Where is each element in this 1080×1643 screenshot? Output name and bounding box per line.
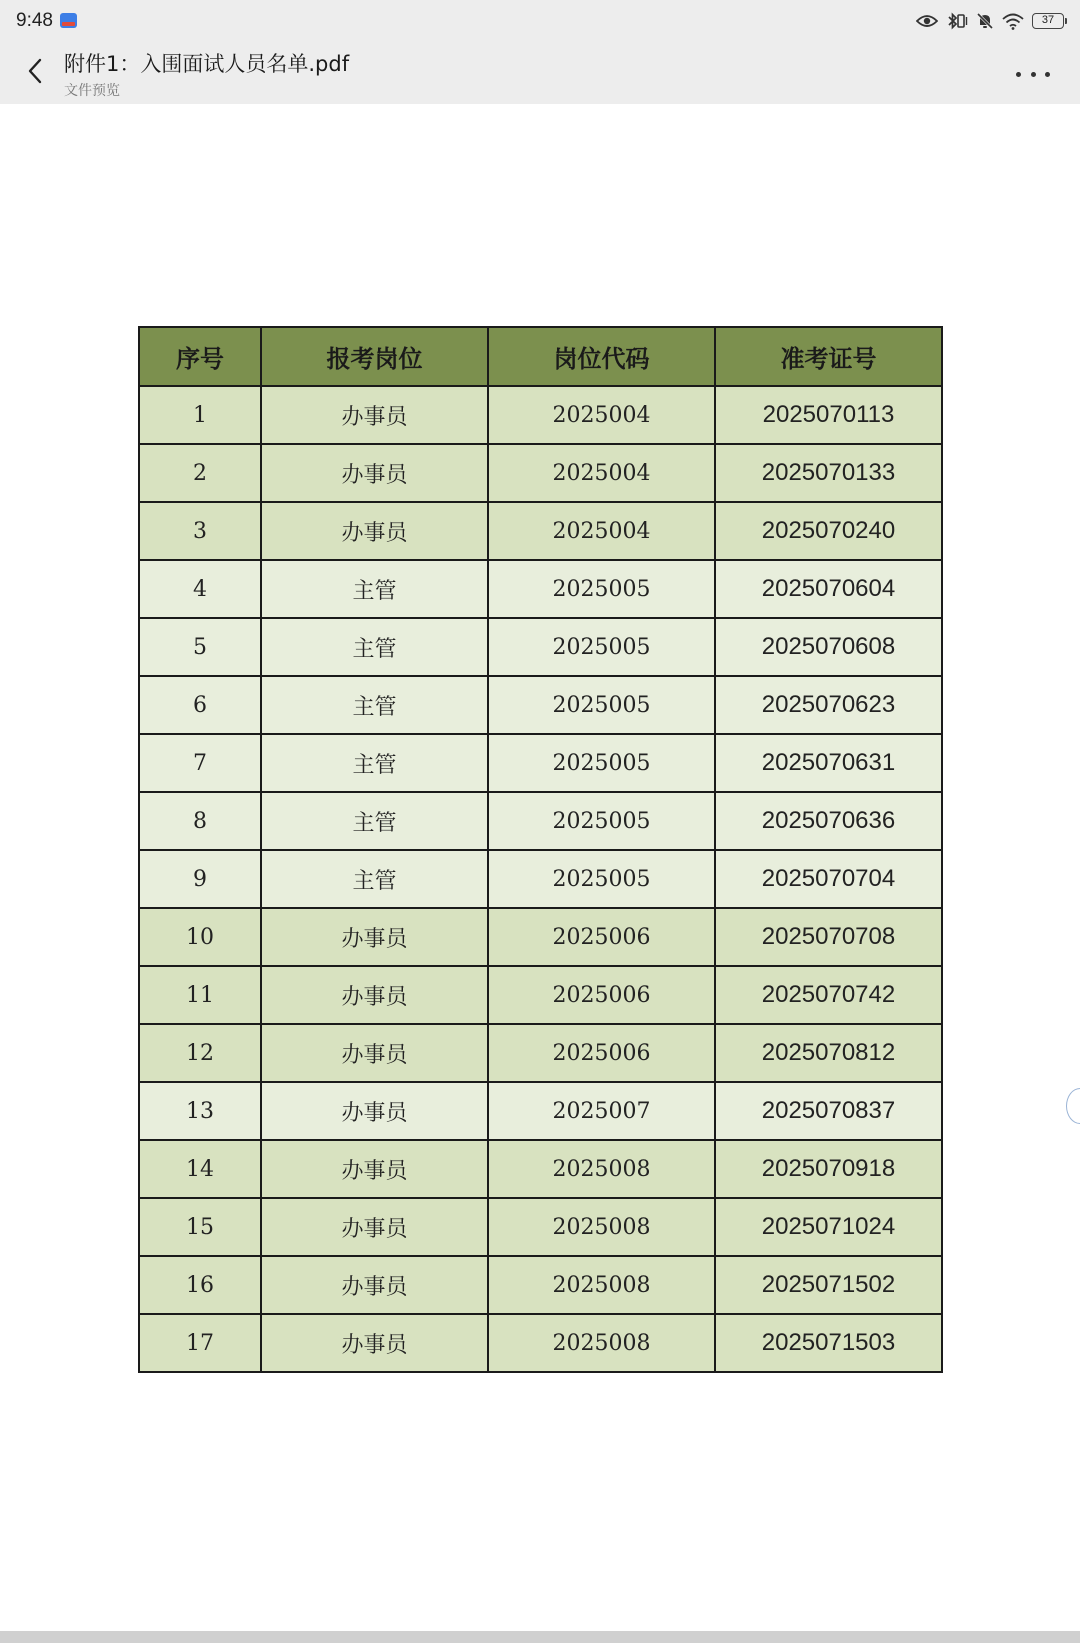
cell-code: 2025005 — [488, 734, 715, 792]
cell-seq: 14 — [139, 1140, 261, 1198]
cell-ticket: 2025070708 — [715, 908, 942, 966]
cell-code: 2025008 — [488, 1256, 715, 1314]
cell-post: 办事员 — [261, 1082, 488, 1140]
table-row — [139, 386, 942, 444]
cell-ticket: 2025070742 — [715, 966, 942, 1024]
cell-seq: 15 — [139, 1198, 261, 1256]
cell-ticket: 2025070918 — [715, 1140, 942, 1198]
cell-ticket: 2025070636 — [715, 792, 942, 850]
cell-code: 2025008 — [488, 1140, 715, 1198]
table-row — [139, 1256, 942, 1314]
cell-seq: 11 — [139, 966, 261, 1024]
cell-seq: 13 — [139, 1082, 261, 1140]
table-row — [139, 560, 942, 618]
back-button[interactable] — [20, 55, 50, 91]
cell-seq: 2 — [139, 444, 261, 502]
status-time: 9:48 — [16, 10, 53, 31]
cell-seq: 4 — [139, 560, 261, 618]
table-row — [139, 676, 942, 734]
cell-post: 办事员 — [261, 1198, 488, 1256]
cell-code: 2025005 — [488, 676, 715, 734]
document-subtitle: 文件预览 — [64, 83, 120, 99]
cell-ticket: 2025070133 — [715, 444, 942, 502]
more-dot — [1045, 72, 1050, 77]
table-row — [139, 850, 942, 908]
cell-seq: 1 — [139, 386, 261, 444]
more-dot — [1031, 72, 1036, 77]
header-seq: 序号 — [139, 327, 261, 386]
table-row — [139, 1198, 942, 1256]
table-row — [139, 1140, 942, 1198]
table-row — [139, 908, 942, 966]
cell-seq: 12 — [139, 1024, 261, 1082]
cell-ticket: 2025070812 — [715, 1024, 942, 1082]
cell-seq: 5 — [139, 618, 261, 676]
eye-icon — [916, 13, 938, 29]
cell-post: 主管 — [261, 618, 488, 676]
table-header-row — [139, 327, 942, 386]
table-row — [139, 792, 942, 850]
document-title: 附件1：入围面试人员名单.pdf — [64, 52, 350, 76]
table-row — [139, 618, 942, 676]
table-row — [139, 734, 942, 792]
cell-post: 办事员 — [261, 1256, 488, 1314]
cell-seq: 7 — [139, 734, 261, 792]
cell-post: 主管 — [261, 734, 488, 792]
cell-post: 办事员 — [261, 444, 488, 502]
cell-ticket: 2025070604 — [715, 560, 942, 618]
cell-ticket: 2025070631 — [715, 734, 942, 792]
table-row — [139, 1024, 942, 1082]
cell-code: 2025008 — [488, 1314, 715, 1372]
cell-post: 办事员 — [261, 908, 488, 966]
cell-post: 办事员 — [261, 502, 488, 560]
cell-ticket: 2025070113 — [715, 386, 942, 444]
table-row — [139, 966, 942, 1024]
cell-post: 主管 — [261, 850, 488, 908]
cell-code: 2025007 — [488, 1082, 715, 1140]
cell-ticket: 2025070704 — [715, 850, 942, 908]
cell-ticket: 2025070240 — [715, 502, 942, 560]
cell-code: 2025006 — [488, 966, 715, 1024]
cell-post: 主管 — [261, 792, 488, 850]
cell-seq: 9 — [139, 850, 261, 908]
cell-ticket: 2025070608 — [715, 618, 942, 676]
cell-ticket: 2025070623 — [715, 676, 942, 734]
cell-post: 办事员 — [261, 966, 488, 1024]
cell-ticket: 2025071502 — [715, 1256, 942, 1314]
table-row — [139, 444, 942, 502]
header-post: 报考岗位 — [261, 327, 488, 386]
bluetooth-vibrate-icon — [946, 12, 968, 30]
more-dot — [1016, 72, 1021, 77]
wifi-icon — [1002, 13, 1024, 30]
bell-muted-icon — [976, 12, 994, 30]
battery-icon: 37 — [1032, 13, 1064, 29]
cell-code: 2025005 — [488, 560, 715, 618]
more-options-button[interactable] — [1016, 64, 1050, 84]
cell-seq: 6 — [139, 676, 261, 734]
table-row — [139, 502, 942, 560]
cell-code: 2025006 — [488, 908, 715, 966]
cell-post: 办事员 — [261, 1314, 488, 1372]
cell-seq: 10 — [139, 908, 261, 966]
chevron-left-icon — [27, 57, 43, 89]
cell-code: 2025005 — [488, 618, 715, 676]
top-bar — [0, 0, 1080, 104]
cell-code: 2025004 — [488, 502, 715, 560]
cell-seq: 16 — [139, 1256, 261, 1314]
header-code: 岗位代码 — [488, 327, 715, 386]
cell-ticket: 2025070837 — [715, 1082, 942, 1140]
table-row — [139, 1082, 942, 1140]
cell-code: 2025006 — [488, 1024, 715, 1082]
cell-ticket: 2025071024 — [715, 1198, 942, 1256]
cell-post: 办事员 — [261, 1140, 488, 1198]
cell-seq: 8 — [139, 792, 261, 850]
cell-code: 2025005 — [488, 792, 715, 850]
cell-post: 办事员 — [261, 1024, 488, 1082]
table-row — [139, 1314, 942, 1372]
status-icons — [916, 9, 1064, 33]
cell-seq: 17 — [139, 1314, 261, 1372]
cell-code: 2025008 — [488, 1198, 715, 1256]
pdf-page[interactable] — [0, 104, 1080, 1631]
cell-seq: 3 — [139, 502, 261, 560]
cell-post: 办事员 — [261, 386, 488, 444]
bottom-scroll-bar — [0, 1631, 1080, 1643]
cell-code: 2025004 — [488, 386, 715, 444]
interview-roster-table — [138, 326, 943, 1373]
cell-code: 2025004 — [488, 444, 715, 502]
cell-post: 主管 — [261, 676, 488, 734]
header-ticket: 准考证号 — [715, 327, 942, 386]
cell-post: 主管 — [261, 560, 488, 618]
cell-code: 2025005 — [488, 850, 715, 908]
cell-ticket: 2025071503 — [715, 1314, 942, 1372]
app-notification-icon — [60, 13, 77, 28]
